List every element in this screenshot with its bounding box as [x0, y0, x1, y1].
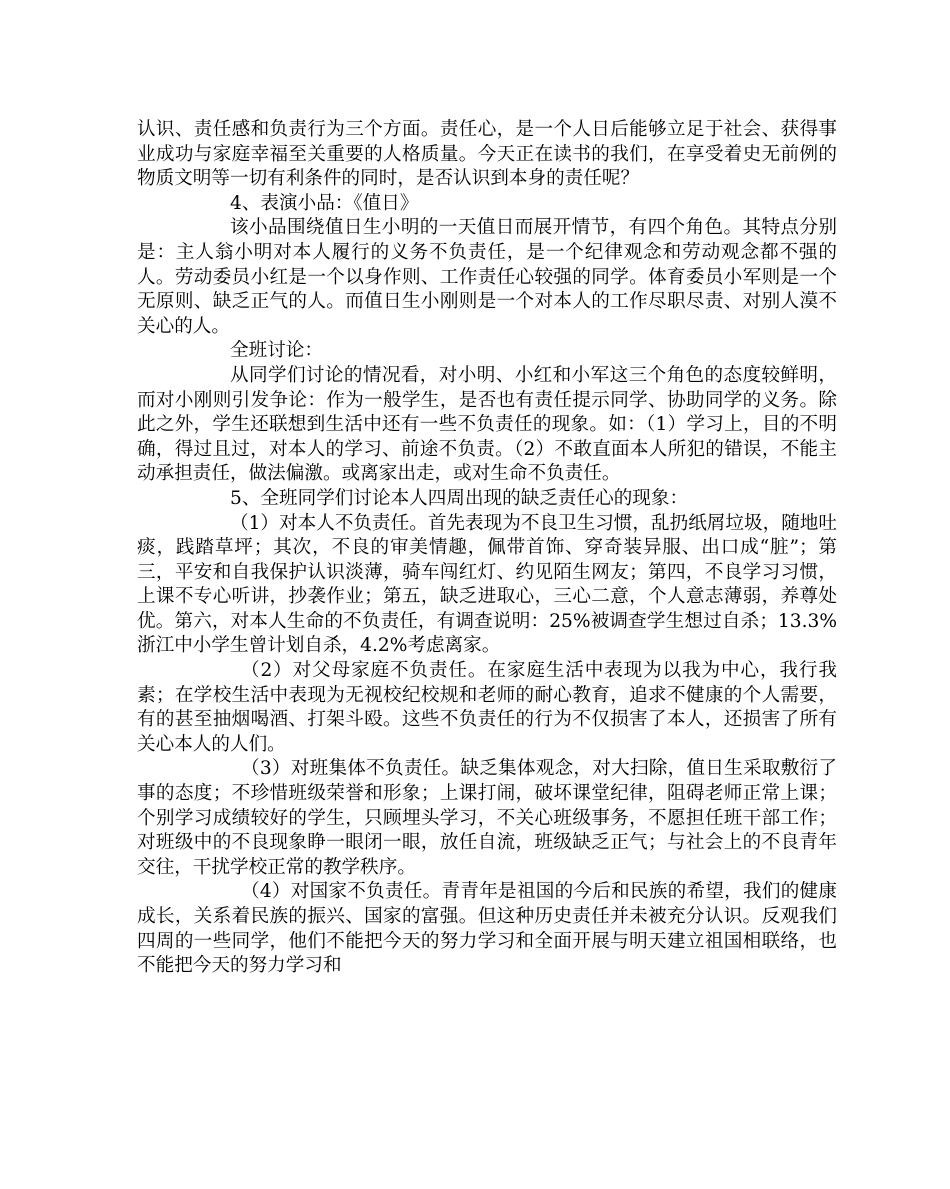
paragraph-item-4: （4）对国家不负责任。青青年是祖国的今后和民族的希望，我们的健康成长，关系着民族的振兴、国家的富强。但这种历史责任并未被充分认识。反观我们四周的一些同学，他们不能把今天的努力学习和全面开展与明天建立祖国相联络，也不能把今天的努力学习和 — [137, 881, 837, 977]
section-heading-discussion: 全班讨论： — [230, 340, 323, 362]
paragraph-item-3: （3）对班集体不负责任。缺乏集体观念，对大扫除，值日生采取敷衍了事的态度；不珍惜班级荣誉和形象；上课打闹，破坏课堂纪律，阻碍老师正常上课；个别学习成绩较好的学生，只顾埋头学习，不关心班级事务，不愿担任班干部工作；对班级中的不良现象睁一眼闭一眼，放任自流，班级缺乏正气；与社会上的不良青年交往，干扰学校正常的教学秩序。 — [137, 758, 837, 878]
paragraph-discussion: 从同学们讨论的情况看，对小明、小红和小军这三个角色的态度较鲜明，而对小刚则引发争论：作为一般学生，是否也有责任提示同学、协助同学的义务。除此之外，学生还联想到生活中还有一些不负责任的现象。如：（1）学习上，目的不明确，得过且过，对本人的学习、前途不负责。（2）不敢直面本人所犯的错误，不能主动承担责任，做法偏激。或离家出走，或对生命不负责任。 — [137, 364, 837, 485]
paragraph-skit-description: 该小品围绕值日生小明的一天值日而展开情节，有四个角色。其特点分别是：主人翁小明对本人履行的义务不负责任，是一个纪律观念和劳动观念都不强的人。劳动委员小红是一个以身作则、工作责任心较强的同学。体育委员小军则是一个无原则、缺乏正气的人。而值日生小刚则是一个对本人的工作尽职尽责、对别人漠不关心的人。 — [137, 217, 837, 337]
document-body — [137, 118, 837, 979]
paragraph-item-2: （2）对父母家庭不负责任。在家庭生活中表现为以我为中心，我行我素；在学校生活中表现为无视校纪校规和老师的耐心教育，追求不健康的个人需要，有的甚至抽烟喝酒、打架斗殴。这些不负责任的行为不仅损害了本人，还损害了所有关心本人的人们。 — [137, 660, 837, 755]
paragraph-item-1: （1）对本人不负责任。首先表现为不良卫生习惯，乱扔纸屑垃圾，随地吐痰，践踏草坪；其次，不良的审美情趣，佩带首饰、穿奇装异服、出口成“脏”；第三，平安和自我保护认识淡薄，骑车闯红灯、约见陌生网友；第四，不良学习习惯，上课不专心听讲，抄袭作业；第五，缺乏进取心，三心二意，个人意志薄弱，养尊处优。第六，对本人生命的不负责任，有调查说明：25%被调查学生想过自杀；13.3%浙江中小学生曾计划自杀，4.2%考虑离家。 — [137, 512, 837, 657]
paragraph-intro: 认识、责任感和负责行为三个方面。责任心，是一个人日后能够立足于社会、获得事业成功与家庭幸福至关重要的人格质量。今天正在读书的我们，在享受着史无前例的物质文明等一切有利条件的同时，是否认识到本身的责任呢？ — [137, 119, 837, 190]
section-heading-skit: 4、表演小品：《值日》 — [230, 192, 419, 214]
section-heading-class-discussion: 5、全班同学们讨论本人四周出现的缺乏责任心的现象： — [230, 487, 689, 509]
